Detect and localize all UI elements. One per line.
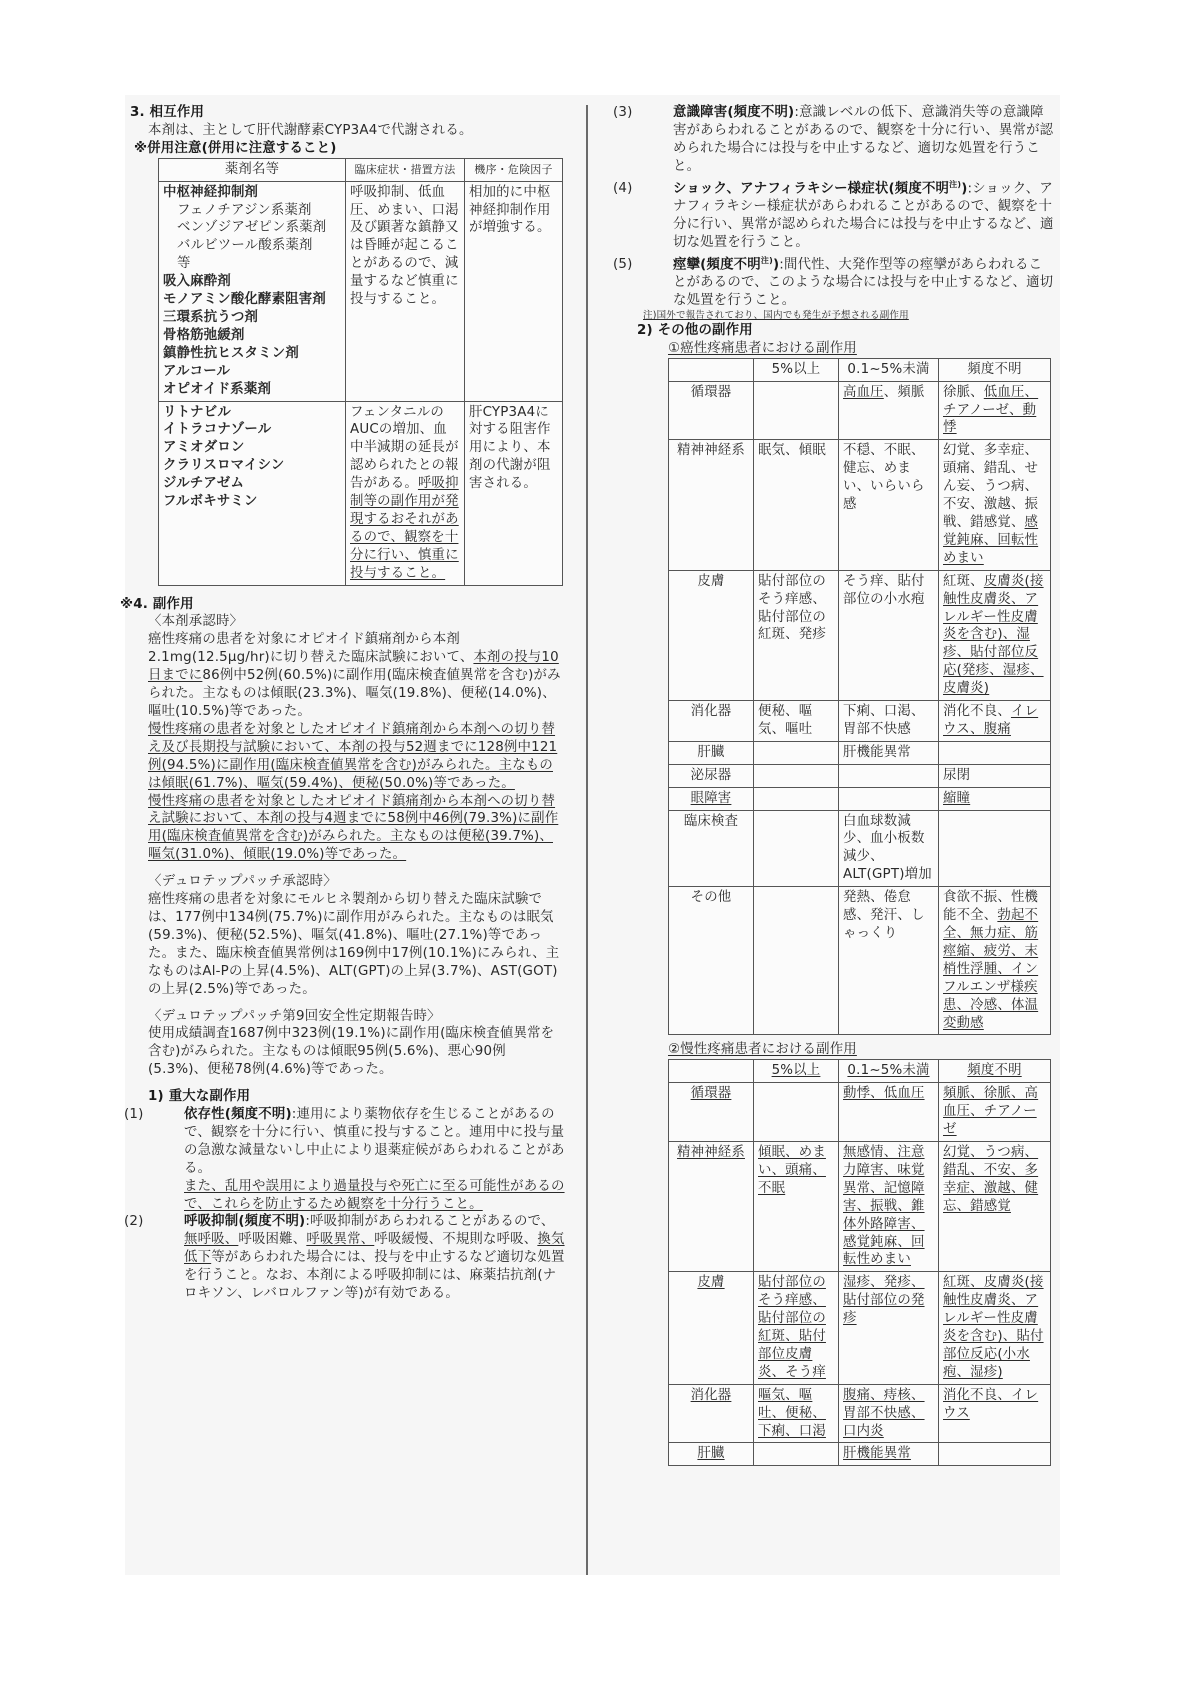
serious-item-5 <box>613 252 1055 310</box>
freq-cell <box>939 887 1051 1035</box>
table-row <box>669 887 1051 1035</box>
interaction-table <box>158 158 563 586</box>
drug-name: クラリスロマイシン <box>163 458 285 474</box>
drug-name: イトラコナゾール <box>163 422 272 438</box>
freq-cell: 頻脈、徐脈、高血圧、チアノーゼ <box>939 1083 1051 1142</box>
freq-cell <box>754 887 839 1035</box>
table-row <box>669 1141 1051 1271</box>
freq-cell: 消化不良、イレウス <box>939 1384 1051 1443</box>
item-number: (2) <box>124 1214 144 1230</box>
table-header-row <box>669 358 1051 381</box>
freq-cell: 貼付部位のそう痒感、貼付部位の紅斑、貼付部位皮膚炎、そう痒 <box>754 1272 839 1384</box>
organ-cell: 肝臓 <box>669 741 754 764</box>
text-span: 癌性疼痛の患者を対象にオピオイド鎮痛剤から本剤2.1mg(12.5μg/hr)に切り替えた臨床試験において、 <box>148 632 474 666</box>
footnote: 注)国外で報告されており、国内でも発生が予想される副作用 <box>643 309 909 321</box>
header-5pct-over: 5%以上 <box>754 1060 839 1083</box>
freq-cell: 動悸、低血圧 <box>839 1083 939 1142</box>
organ-cell: 循環器 <box>669 1083 754 1142</box>
drug-name: モノアミン酸化酵素阻害剤 <box>163 292 326 308</box>
freq-cell <box>939 1443 1051 1466</box>
revised-text-span: 高血圧 <box>843 384 884 400</box>
header-symptoms: 臨床症状・措置方法 <box>346 158 465 181</box>
drug-name: 三環系抗うつ剤 <box>163 309 259 325</box>
header-5pct-over: 5%以上 <box>754 358 839 381</box>
freq-cell <box>754 1443 839 1466</box>
text-span: 86例中52例(60.5%)に副作用(臨床検査値異常を含む)がみられた。主なものは傾眠(23.3%)、嘔気(19.8%)、便秘(14.0%)、嘔吐(10.5%)等であった。 <box>148 668 561 719</box>
table-header-row <box>669 1060 1051 1083</box>
chronic-pain-adverse-table <box>668 1059 1051 1466</box>
revised-text-span: 換気低下 <box>184 1232 565 1266</box>
text-span: ) <box>772 257 780 273</box>
table-row <box>669 1272 1051 1384</box>
freq-cell <box>939 440 1051 570</box>
drug-name: ベンゾジアゼピン系薬剤 <box>177 220 327 236</box>
table-row <box>669 1083 1051 1142</box>
freq-cell: 縮瞳 <box>939 787 1051 810</box>
organ-cell: 臨床検査 <box>669 810 754 887</box>
freq-cell <box>939 570 1051 700</box>
item-text: :連用により薬物依存を生じることがあるので、観察を十分に行い、慎重に投与すること。連用中に投与量の急激な減量ないし中止により退薬症候があらわれることがある。 <box>184 1107 565 1176</box>
footnote-marker: 注) <box>949 179 962 189</box>
table-row <box>159 181 563 401</box>
freq-cell: 湿疹、発疹、貼付部位の発疹 <box>839 1272 939 1384</box>
revised-text-span: イレウス、腹痛 <box>943 704 1039 737</box>
serious-item-2 <box>124 1213 565 1303</box>
section-3-title: 3. 相互作用 <box>130 105 205 120</box>
psur-label: 〈デュロテップパッチ第9回安全性定期報告時〉 <box>148 1008 441 1024</box>
text-span: ) <box>961 181 968 197</box>
footnote-marker: 注) <box>760 255 773 265</box>
revised-text-span: 勃起不全、無力症、筋痙縮、疲労、末梢性浮腫、インフルエンザ様疾患、冷感、体温変動感 <box>943 908 1039 1031</box>
organ-cell: 精神神経系 <box>669 440 754 570</box>
header-drug-name: 薬剤名等 <box>159 158 346 181</box>
freq-cell: 幻覚、うつ病、錯乱、不安、多幸症、激越、健忘、錯感覚 <box>939 1141 1051 1271</box>
freq-cell: 肝機能異常 <box>839 1443 939 1466</box>
item-heading: 呼吸抑制(頻度不明) <box>184 1214 306 1230</box>
drug-name: ジルチアゼム <box>163 476 245 492</box>
drug-name: 中枢神経抑制剤 <box>163 184 259 200</box>
item-text: :意識レベルの低下、意識消失等の意識障害があらわれることがあるので、観察を十分に行い、異常が認められた場合には投与を中止するなど、適切な処置を行うこと。 <box>673 105 1054 174</box>
drug-name: アミオダロン <box>163 440 245 456</box>
chronic-switch-paragraph: 慢性疼痛の患者を対象としたオピオイド鎮痛剤から本剤への切り替え試験において、本剤の投与4週までに58例中46例(79.3%)に副作用(臨床検査値異常を含む)がみられた。主なものは便秘(39.7%)、嘔気(31.0%)、傾眠(19.0%)等であった。 <box>148 793 559 863</box>
header-organ <box>669 358 754 381</box>
freq-cell <box>754 787 839 810</box>
organ-cell: 循環器 <box>669 381 754 440</box>
revised-text-span: 無呼吸、 <box>184 1232 239 1248</box>
drug-name: リトナビル <box>163 404 231 420</box>
table1-caption: ①癌性疼痛患者における副作用 <box>668 340 857 356</box>
table-row <box>669 440 1051 570</box>
revised-text-span: 本剤の投与10日までに <box>148 650 559 684</box>
organ-cell: 精神神経系 <box>669 1141 754 1271</box>
symptoms-revised-text: 呼吸抑制等の副作用が発現するおそれがあるので、観察を十分に行い、慎重に投与すること。 <box>350 476 459 581</box>
drug-name: フルボキサミン <box>163 494 258 510</box>
item-text: :ショック、アナフィラキシー様症状があらわれることがあるので、観察を十分に行い、異常が認められた場合には投与を中止するなど、適切な処置を行うこと。 <box>673 181 1054 250</box>
item-text: :間代性、大発作型等の痙攣があらわれることがあるので、このような場合には投与を中止するなど、適切な処置を行うこと。 <box>673 257 1054 308</box>
left-column <box>120 104 565 1303</box>
chronic-long-term-paragraph: 慢性疼痛の患者を対象としたオピオイド鎮痛剤から本剤への切り替え及び長期投与試験において、本剤の投与52週までに128例中121例(94.5%)に副作用(臨床検査値異常を含む)がみられた。主なものは傾眠(61.7%)、嘔気(59.4%)、便秘(50.0%)等であった。 <box>148 721 558 791</box>
approval-paragraph <box>148 631 565 721</box>
other-adverse-title: 2) その他の副作用 <box>637 322 753 338</box>
text-span: 消化不良、 <box>943 704 1011 720</box>
freq-cell: 腹痛、痔核、胃部不快感、口内炎 <box>839 1384 939 1443</box>
freq-cell: 尿閉 <box>939 764 1051 787</box>
header-mechanism: 機序・危険因子 <box>465 158 563 181</box>
revised-text-span: 低血圧、チアノーゼ、動悸 <box>943 384 1039 436</box>
table-row <box>669 741 1051 764</box>
freq-cell: 紅斑、皮膚炎(接触性皮膚炎、アレルギー性皮膚炎を含む)、貼付部位反応(小水疱、湿疹) <box>939 1272 1051 1384</box>
column-divider <box>586 105 588 1575</box>
header-0-1-5pct: 0.1~5%未満 <box>839 1060 939 1083</box>
freq-cell <box>839 787 939 810</box>
freq-cell: 下痢、口渇、胃部不快感 <box>839 701 939 742</box>
freq-cell <box>754 764 839 787</box>
organ-cell: 皮膚 <box>669 1272 754 1384</box>
header-unknown-freq: 頻度不明 <box>939 1060 1051 1083</box>
table-row <box>669 570 1051 700</box>
revised-text-span: 呼吸異常、 <box>306 1232 375 1248</box>
mechanism-cell: 肝CYP3A4に対する阻害作用により、本剤の代謝が阻害される。 <box>465 401 563 585</box>
freq-cell: 肝機能異常 <box>839 741 939 764</box>
freq-cell <box>939 381 1051 440</box>
symptoms-text: 呼吸抑制、低血圧、めまい、口渇及び顕著な鎮静又は昏睡が起こることがあるので、減量するなど慎重に投与すること。 <box>350 184 459 308</box>
drug-list-cyp3a4 <box>159 401 346 585</box>
table-row <box>669 787 1051 810</box>
serious-adverse-title: 1) 重大な副作用 <box>148 1089 251 1105</box>
item-number: (3) <box>613 105 633 120</box>
drug-name: 骨格筋弛緩剤 <box>163 327 245 343</box>
table-header-row <box>159 158 563 181</box>
item-heading: 意識障害(頻度不明) <box>673 105 795 120</box>
table-row <box>159 401 563 585</box>
symptoms-cell <box>346 181 465 401</box>
freq-cell: 嘔気、嘔吐、便秘、下痢、口渇 <box>754 1384 839 1443</box>
freq-cell: 傾眠、めまい、頭痛、不眠 <box>754 1141 839 1271</box>
text-span: :呼吸抑制があらわれることがあるので、 <box>305 1214 555 1230</box>
table-row <box>669 1443 1051 1466</box>
item-number: (1) <box>124 1107 144 1123</box>
table-row <box>669 381 1051 440</box>
drug-name: バルビツール酸系薬剤 <box>177 238 313 254</box>
symptoms-cell <box>346 401 465 585</box>
header-0-1-5pct: 0.1~5%未満 <box>839 358 939 381</box>
section-4-title: ※4. 副作用 <box>120 596 194 612</box>
drug-name: オピオイド系薬剤 <box>163 381 272 397</box>
organ-cell: 消化器 <box>669 701 754 742</box>
freq-cell: 不穏、不眠、健忘、めまい、いらいら感 <box>839 440 939 570</box>
freq-cell <box>754 381 839 440</box>
item-revised-text: また、乱用や誤用により過量投与や死亡に至る可能性があるので、これらを防止するため観察を十分行うこと。 <box>184 1178 565 1212</box>
text-span: 食欲不振、性機能不全、 <box>943 890 1039 924</box>
freq-cell <box>839 764 939 787</box>
header-organ <box>669 1060 754 1083</box>
freq-cell: そう痒、貼付部位の小水疱 <box>839 570 939 700</box>
drug-name: 鎮静性抗ヒスタミン剤 <box>163 345 299 361</box>
freq-cell: 無感情、注意力障害、味覚異常、記憶障害、振戦、錐体外路障害、感覚鈍麻、回転性めまい <box>839 1141 939 1271</box>
freq-cell <box>939 810 1051 887</box>
text-span: 呼吸緩慢、不規則な呼吸、 <box>374 1232 538 1248</box>
drug-name: アルコール <box>163 363 231 379</box>
organ-cell: 泌尿器 <box>669 764 754 787</box>
freq-cell <box>754 1083 839 1142</box>
drug-list-cns <box>159 181 346 401</box>
section-4-body <box>124 613 565 1303</box>
organ-cell: その他 <box>669 887 754 1035</box>
organ-cell: 肝臓 <box>669 1443 754 1466</box>
item-number: (4) <box>613 181 633 197</box>
drug-name: 等 <box>177 256 191 272</box>
organ-cell: 眼障害 <box>669 787 754 810</box>
freq-cell <box>939 741 1051 764</box>
approval-label: 〈本剤承認時〉 <box>148 614 244 630</box>
freq-cell: 眠気、傾眠 <box>754 440 839 570</box>
table2-caption: ②慢性疼痛患者における副作用 <box>668 1042 857 1058</box>
caution-title: ※併用注意(併用に注意すること) <box>134 140 337 156</box>
table-row <box>669 810 1051 887</box>
cancer-pain-adverse-table <box>668 358 1051 1036</box>
psur-paragraph: 使用成績調査1687例中323例(19.1%)に副作用(臨床検査値異常を含む)がみられた。主なものは傾眠95例(5.6%)、悪心90例(5.3%)、便秘78例(4.6%)等であった。 <box>148 1026 555 1078</box>
table-row <box>669 764 1051 787</box>
freq-cell <box>839 381 939 440</box>
mechanism-cell: 相加的に中枢神経抑制作用が増強する。 <box>465 181 563 401</box>
text-span: 呼吸困難、 <box>238 1232 307 1248</box>
serious-item-3 <box>613 104 1055 176</box>
text-span: 等があらわれた場合には、投与を中止するなど適切な処置を行うこと。なお、本剤による呼吸抑制には、麻薬拮抗剤(ナロキソン、レバロルファン等)が有効である。 <box>184 1250 565 1302</box>
freq-cell: 発熱、倦怠感、発汗、しゃっくり <box>839 887 939 1035</box>
table-row <box>669 1384 1051 1443</box>
durotep-approval-label: 〈デュロテップパッチ承認時〉 <box>148 874 337 890</box>
table-row <box>669 701 1051 742</box>
text-span: 紅斑、 <box>943 573 984 589</box>
serious-item-1 <box>124 1106 565 1213</box>
symptoms-text: フェンタニルのAUCの増加、血中半減期の延長が認められたとの報告がある。 <box>350 404 459 492</box>
revised-text-span: 感覚鈍麻、回転性めまい <box>943 514 1039 566</box>
right-column <box>613 104 1055 1466</box>
freq-cell <box>754 810 839 887</box>
item-number: (5) <box>613 257 633 273</box>
item-heading: 依存性(頻度不明) <box>184 1107 292 1123</box>
text-span: 徐脈、 <box>943 384 984 400</box>
drug-name: 吸入麻酔剤 <box>163 274 231 290</box>
text-span: 、頻脈 <box>883 384 925 400</box>
serious-item-4 <box>613 176 1055 252</box>
revised-text-span: 皮膚炎(接触性皮膚炎、アレルギー性皮膚炎を含む)、湿疹、貼付部位反応(発疹、湿疹、皮膚炎) <box>943 573 1044 697</box>
freq-cell: 貼付部位のそう痒感、貼付部位の紅斑、発疹 <box>754 570 839 700</box>
item-heading: 痙攣(頻度不明 <box>673 257 761 273</box>
section-3-intro: 本剤は、主として肝代謝酵素CYP3A4で代謝される。 <box>148 122 473 138</box>
freq-cell: 白血球数減少、血小板数減少、ALT(GPT)増加 <box>839 810 939 887</box>
freq-cell <box>754 741 839 764</box>
text-span: 幻覚、多幸症、頭痛、錯乱、せん妄、うつ病、不安、激越、振戦、錯感覚、 <box>943 443 1039 530</box>
organ-cell: 消化器 <box>669 1384 754 1443</box>
header-unknown-freq: 頻度不明 <box>939 358 1051 381</box>
item-heading: ショック、アナフィラキシー様症状(頻度不明 <box>673 181 950 197</box>
durotep-approval-paragraph: 癌性疼痛の患者を対象にモルヒネ製剤から切り替えた臨床試験では、177例中134例(75.7%)に副作用がみられた。主なものは眠気(59.3%)、便秘(52.5%)、嘔気(41.8%)、嘔吐(27.1%)等であった。また、臨床検査値異常例は169例中17例(10.1%)にみられ、主なものはAl-Pの上昇(4.5%)、ALT(GPT)の上昇(3.7%)、AST(GOT)の上昇(2.5%)等であった。 <box>148 892 560 997</box>
organ-cell: 皮膚 <box>669 570 754 700</box>
freq-cell <box>939 701 1051 742</box>
drug-name: フェノチアジン系薬剤 <box>177 202 312 218</box>
freq-cell: 便秘、嘔気、嘔吐 <box>754 701 839 742</box>
